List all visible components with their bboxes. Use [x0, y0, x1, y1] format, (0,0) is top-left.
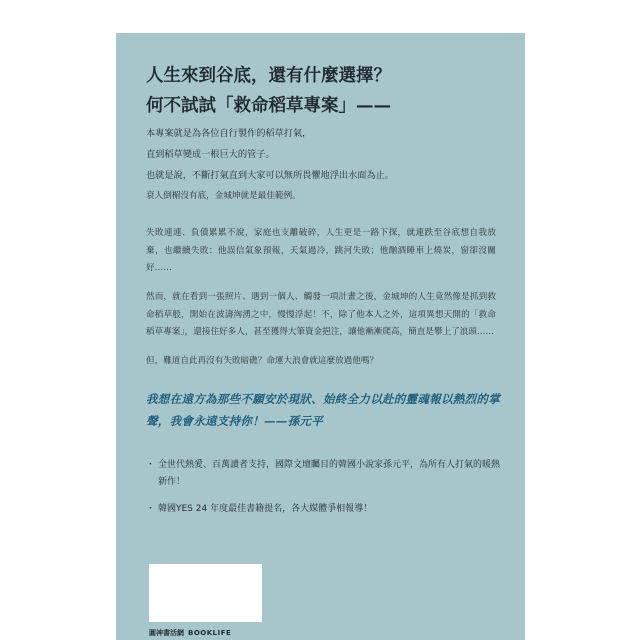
bullet-dot: ・ — [146, 460, 156, 470]
intro-line-2: 直到稻草變成一根巨大的管子。 — [146, 149, 275, 160]
body-paragraph-4: 但，難道自此再沒有失敗暗礁？命運大浪會就這麼放過他嗎？ — [146, 356, 379, 366]
bullet-item — [146, 457, 506, 491]
bullet-text: 韓國YES 24 年度最佳書籍提名，各大媒體爭相報導！ — [158, 504, 373, 514]
headline-line-1: 人生來到谷底，還有什麼選擇？ — [146, 66, 391, 86]
bullet-list — [146, 457, 506, 528]
bullet-text: 全世代熱愛、百萬讀者支持，國際文壇矚目的韓國小說家孫元平，為所有人打氣的暖熱新作！ — [158, 460, 501, 487]
publisher-logo — [149, 628, 231, 638]
headline — [146, 61, 391, 121]
publisher-name: 圓神書活網 — [149, 629, 184, 637]
headline-line-2: 何不試試「救命稻草專案」—— — [146, 96, 391, 116]
publisher-brand: BOOKLIFE — [188, 629, 232, 637]
body-paragraph-2: 失敗連連、負債累累不說，家庭也支離破碎，人生更是一路下探，就連跌至谷底想自我放棄，也繼續失敗：他誤信氣象預報，天氣過冷，跳河失敗；他酗酒睡車上燒炭，窗卻沒關好…… — [146, 228, 496, 273]
barcode-area — [149, 564, 262, 622]
intro-paragraph — [146, 123, 394, 186]
body-paragraph-1: 衰人倒楣沒有底，金城坤就是最佳範例。 — [146, 191, 301, 201]
bullet-dot: ・ — [146, 504, 156, 514]
book-back-cover — [116, 33, 525, 640]
bullet-item — [146, 501, 506, 518]
intro-line-1: 本專案就是為各位自行製作的稻草打氣， — [146, 128, 312, 139]
body-paragraph-3: 然而，就在看到一張照片、遇到一個人、觸發一項計畫之後，金城坤的人生竟然像是抓到救命稻草般，開始在波濤洶湧之中，慢慢浮起！不，除了他本人之外，這項異想天開的「救命稻草專案」，還接住好多人，甚至獲得大筆資金挹注，讓他漸漸爬高，簡直是攀上了浪頭…… — [146, 292, 496, 337]
author-quote: 我想在遠方為那些不願安於現狀、始終全力以赴的靈魂報以熱烈的掌聲，我會永遠支持你！——孫元平 — [146, 392, 500, 428]
intro-line-3: 也就是說，不斷打氣直到大家可以無所畏懼地浮出水面為止。 — [146, 170, 395, 181]
